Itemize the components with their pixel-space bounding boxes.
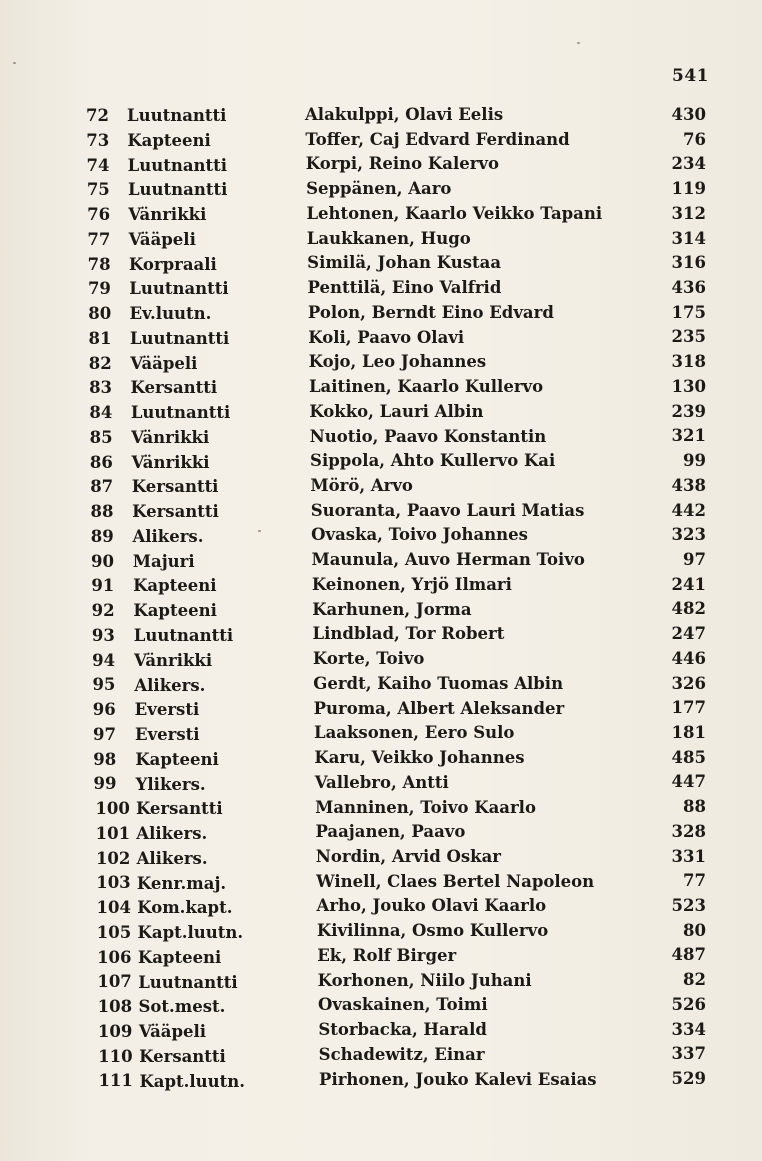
entry-rank: Kersantti — [139, 1046, 226, 1066]
entry-page-ref: 487 — [671, 945, 706, 965]
list-item — [0, 302, 762, 327]
entry-number: 107 — [97, 972, 132, 992]
entry-number: 104 — [96, 898, 131, 917]
entry-number: 102 — [95, 848, 131, 868]
entry-rank: Kapteeni — [127, 130, 211, 150]
entry-rank: Luutnantti — [127, 180, 228, 200]
list-item — [0, 129, 762, 154]
entry-name: Lindblad, Tor Robert — [312, 624, 505, 644]
entry-page-ref: 436 — [671, 278, 706, 298]
entry-page-ref: 175 — [671, 302, 706, 322]
entry-page-ref: 239 — [671, 401, 706, 421]
entry-name: Korpi, Reino Kalervo — [305, 154, 499, 174]
entry-number: 80 — [88, 304, 112, 323]
entry-page-ref: 88 — [683, 797, 706, 817]
entry-page-ref: 76 — [683, 129, 706, 149]
list-item — [0, 401, 762, 426]
entry-number: 111 — [98, 1071, 133, 1091]
list-item — [0, 352, 762, 377]
entry-name: Toffer, Caj Edvard Ferdinand — [305, 129, 570, 149]
list-item — [0, 847, 762, 872]
list-item — [0, 1069, 762, 1094]
entry-page-ref: 529 — [671, 1069, 706, 1089]
entry-number: 103 — [96, 873, 131, 893]
list-item — [0, 772, 762, 797]
entry-number: 85 — [89, 427, 113, 447]
paper-speck — [13, 62, 16, 64]
entry-number: 90 — [91, 551, 114, 571]
list-item — [0, 253, 762, 278]
entry-name: Arho, Jouko Olavi Kaarlo — [316, 896, 547, 916]
entry-rank: Alikers. — [134, 675, 206, 695]
entry-rank: Sot.mest. — [138, 997, 226, 1017]
entry-name: Sippola, Ahto Kullervo Kai — [310, 451, 556, 471]
entry-name: Ek, Rolf Birger — [317, 945, 457, 965]
list-item — [0, 426, 762, 451]
entry-page-ref: 326 — [671, 673, 706, 693]
entry-number: 78 — [87, 254, 111, 274]
list-item — [0, 698, 762, 723]
entry-page-ref: 119 — [671, 179, 706, 199]
entry-name: Similä, Johan Kustaa — [307, 253, 502, 273]
entry-rank: Korpraali — [128, 254, 217, 274]
entry-page-ref: 323 — [671, 525, 706, 545]
entry-rank: Vänrikki — [128, 205, 207, 225]
entry-name: Seppänen, Aaro — [306, 179, 452, 199]
entry-name: Kokko, Lauri Albin — [309, 401, 484, 421]
list-item — [0, 822, 762, 847]
list-item — [0, 203, 762, 228]
entry-number: 101 — [95, 823, 131, 843]
entry-name: Lehtonen, Kaarlo Veikko Tapani — [306, 203, 603, 223]
entry-rank: Vääpeli — [138, 1022, 207, 1042]
entry-rank: Alikers. — [136, 824, 208, 844]
entry-number: 82 — [88, 353, 112, 373]
list-item — [0, 475, 762, 500]
entry-page-ref: 523 — [671, 896, 706, 916]
entry-page-ref: 130 — [671, 376, 706, 396]
entry-number: 81 — [88, 328, 112, 348]
entry-number: 108 — [97, 997, 133, 1016]
entry-number: 87 — [90, 477, 114, 497]
entry-name: Ovaska, Toivo Johannes — [311, 525, 528, 545]
entry-page-ref: 97 — [683, 549, 706, 569]
list-item — [0, 673, 762, 698]
entry-number: 72 — [86, 106, 109, 125]
entry-number: 79 — [87, 279, 111, 299]
entry-number: 93 — [91, 625, 115, 645]
list-item — [0, 1045, 762, 1070]
entry-number: 75 — [86, 180, 110, 200]
entry-number: 96 — [92, 700, 116, 719]
list-item — [0, 178, 762, 203]
entry-page-ref: 312 — [671, 203, 706, 223]
entry-name: Penttilä, Eino Valfrid — [307, 278, 502, 298]
entry-rank: Alikers. — [132, 526, 204, 546]
entry-page-ref: 482 — [671, 599, 706, 619]
entry-rank: Kapteeni — [137, 947, 222, 967]
entry-page-ref: 235 — [671, 327, 706, 347]
entry-number: 97 — [93, 724, 116, 744]
entry-rank: Luutnantti — [138, 972, 238, 992]
entry-page-ref: 314 — [671, 228, 706, 248]
entry-rank: Vänrikki — [131, 452, 210, 472]
entry-rank: Majuri — [132, 551, 195, 571]
entry-page-ref: 99 — [683, 451, 706, 471]
entry-name: Laitinen, Kaarlo Kullervo — [308, 377, 544, 397]
entry-number: 99 — [93, 774, 117, 794]
paper-speck — [258, 530, 261, 532]
entry-number: 91 — [91, 576, 115, 596]
entry-number: 74 — [86, 155, 110, 175]
entry-page-ref: 438 — [671, 475, 706, 495]
entry-list — [0, 104, 762, 1094]
entry-number: 110 — [98, 1046, 133, 1066]
entry-number: 83 — [89, 378, 113, 398]
list-item — [0, 748, 762, 773]
entry-name: Manninen, Toivo Kaarlo — [315, 797, 536, 817]
list-item — [0, 871, 762, 896]
entry-rank: Ev.luutn. — [129, 304, 212, 324]
entry-number: 86 — [89, 452, 113, 472]
list-item — [0, 723, 762, 748]
entry-rank: Ylikers. — [135, 774, 206, 794]
entry-name: Korte, Toivo — [312, 649, 425, 669]
list-item — [0, 599, 762, 624]
entry-rank: Vääpeli — [128, 229, 196, 249]
list-item — [0, 154, 762, 179]
entry-page-ref: 447 — [671, 772, 706, 792]
list-item — [0, 451, 762, 476]
entry-name: Polon, Berndt Eino Edvard — [307, 302, 554, 322]
entry-page-ref: 82 — [683, 970, 706, 990]
entry-name: Kivilinna, Osmo Kullervo — [316, 921, 549, 941]
entry-name: Mörö, Arvo — [310, 475, 413, 495]
list-item — [0, 277, 762, 302]
entry-name: Ovaskainen, Toimi — [317, 995, 488, 1015]
entry-number: 106 — [97, 947, 132, 967]
entry-number: 98 — [93, 749, 117, 769]
entry-page-ref: 446 — [671, 648, 706, 668]
entry-number: 95 — [92, 675, 116, 695]
entry-number: 73 — [86, 130, 110, 150]
entry-page-ref: 234 — [671, 154, 706, 174]
entry-name: Keinonen, Yrjö Ilmari — [311, 574, 512, 594]
entry-rank: Luutnantti — [127, 155, 228, 175]
entry-rank: Luutnantti — [133, 626, 234, 645]
list-item — [0, 104, 762, 129]
entry-name: Nordin, Arvid Oskar — [315, 846, 501, 866]
list-item — [0, 970, 762, 995]
entry-rank: Eversti — [134, 700, 200, 720]
entry-page-ref: 328 — [671, 821, 706, 841]
entry-rank: Luutnantti — [127, 106, 227, 125]
entry-rank: Kersantti — [131, 477, 219, 497]
entry-rank: Kenr.maj. — [136, 873, 227, 893]
entry-rank: Vänrikki — [131, 427, 210, 447]
entry-name: Karhunen, Jorma — [312, 599, 472, 619]
list-item — [0, 574, 762, 599]
entry-name: Laaksonen, Eero Sulo — [314, 723, 515, 743]
entry-page-ref: 526 — [671, 994, 706, 1014]
entry-number: 92 — [91, 601, 115, 620]
page-number: 541 — [672, 66, 709, 86]
entry-number: 84 — [89, 403, 113, 422]
entry-page-ref: 331 — [671, 846, 706, 866]
list-item — [0, 1020, 762, 1045]
entry-name: Winell, Claes Bertel Napoleon — [316, 871, 595, 891]
entry-name: Alakulppi, Olavi Eelis — [305, 105, 504, 124]
entry-name: Kojo, Leo Johannes — [308, 352, 487, 372]
entry-rank: Kapteeni — [135, 749, 219, 769]
entry-page-ref: 247 — [671, 624, 706, 644]
list-item — [0, 376, 762, 401]
list-item — [0, 525, 762, 550]
entry-page-ref: 430 — [671, 105, 706, 124]
entry-number: 88 — [90, 502, 114, 521]
entry-name: Laukkanen, Hugo — [306, 228, 471, 248]
entry-rank: Luutnantti — [129, 279, 229, 299]
entry-number: 100 — [95, 799, 130, 818]
entry-page-ref: 181 — [671, 723, 706, 742]
entry-rank: Kersantti — [130, 378, 218, 398]
entry-number: 89 — [90, 526, 114, 546]
list-item — [0, 797, 762, 822]
entry-page-ref: 77 — [683, 871, 706, 891]
entry-rank: Eversti — [135, 725, 200, 745]
entry-page-ref: 318 — [671, 352, 706, 372]
entry-page-ref: 177 — [671, 698, 706, 718]
paper-speck — [577, 42, 580, 44]
entry-rank: Kapt.luutn. — [137, 923, 244, 943]
list-item — [0, 500, 762, 525]
entry-name: Paajanen, Paavo — [315, 822, 466, 842]
entry-rank: Luutnantti — [130, 403, 231, 423]
entry-rank: Kersantti — [135, 799, 223, 819]
entry-rank: Kapteeni — [133, 576, 217, 596]
entry-name: Suoranta, Paavo Lauri Matias — [310, 500, 585, 520]
list-item — [0, 921, 762, 946]
entry-rank: Kersantti — [132, 502, 219, 522]
entry-rank: Vääpeli — [130, 353, 198, 373]
entry-page-ref: 80 — [683, 920, 706, 940]
entry-page-ref: 442 — [671, 500, 706, 520]
entry-name: Koli, Paavo Olavi — [308, 327, 465, 347]
entry-number: 105 — [96, 922, 132, 942]
entry-name: Vallebro, Antti — [314, 772, 449, 792]
list-item — [0, 327, 762, 352]
entry-number: 94 — [92, 650, 116, 670]
list-item — [0, 228, 762, 253]
entry-name: Storbacka, Harald — [318, 1020, 487, 1040]
entry-rank: Luutnantti — [129, 328, 230, 348]
entry-number: 77 — [87, 229, 111, 249]
entry-rank: Alikers. — [136, 848, 208, 868]
entry-rank: Vänrikki — [134, 650, 213, 670]
entry-page-ref: 485 — [671, 747, 706, 767]
list-item — [0, 624, 762, 649]
list-item — [0, 896, 762, 921]
entry-name: Schadewitz, Einar — [318, 1044, 485, 1064]
entry-page-ref: 241 — [671, 574, 706, 594]
entry-page-ref: 334 — [671, 1019, 706, 1039]
entry-name: Karu, Veikko Johannes — [314, 748, 525, 768]
entry-page-ref: 316 — [671, 253, 706, 273]
entry-number: 76 — [87, 205, 111, 224]
entry-page-ref: 337 — [671, 1044, 706, 1064]
list-item — [0, 995, 762, 1020]
entry-name: Gerdt, Kaiho Tuomas Albin — [313, 673, 564, 693]
entry-rank: Kapteeni — [133, 601, 217, 621]
entry-name: Korhonen, Niilo Juhani — [317, 970, 532, 990]
entry-name: Puroma, Albert Aleksander — [313, 698, 565, 718]
list-item — [0, 550, 762, 575]
entry-name: Nuotio, Paavo Konstantin — [309, 426, 547, 446]
entry-name: Pirhonen, Jouko Kalevi Esaias — [319, 1069, 597, 1089]
entry-rank: Kapt.luutn. — [139, 1071, 246, 1091]
entry-page-ref: 321 — [671, 426, 706, 446]
entry-name: Maunula, Auvo Herman Toivo — [311, 550, 585, 570]
list-item — [0, 946, 762, 971]
entry-rank: Kom.kapt. — [137, 898, 233, 918]
list-item — [0, 649, 762, 674]
entry-number: 109 — [97, 1021, 133, 1041]
